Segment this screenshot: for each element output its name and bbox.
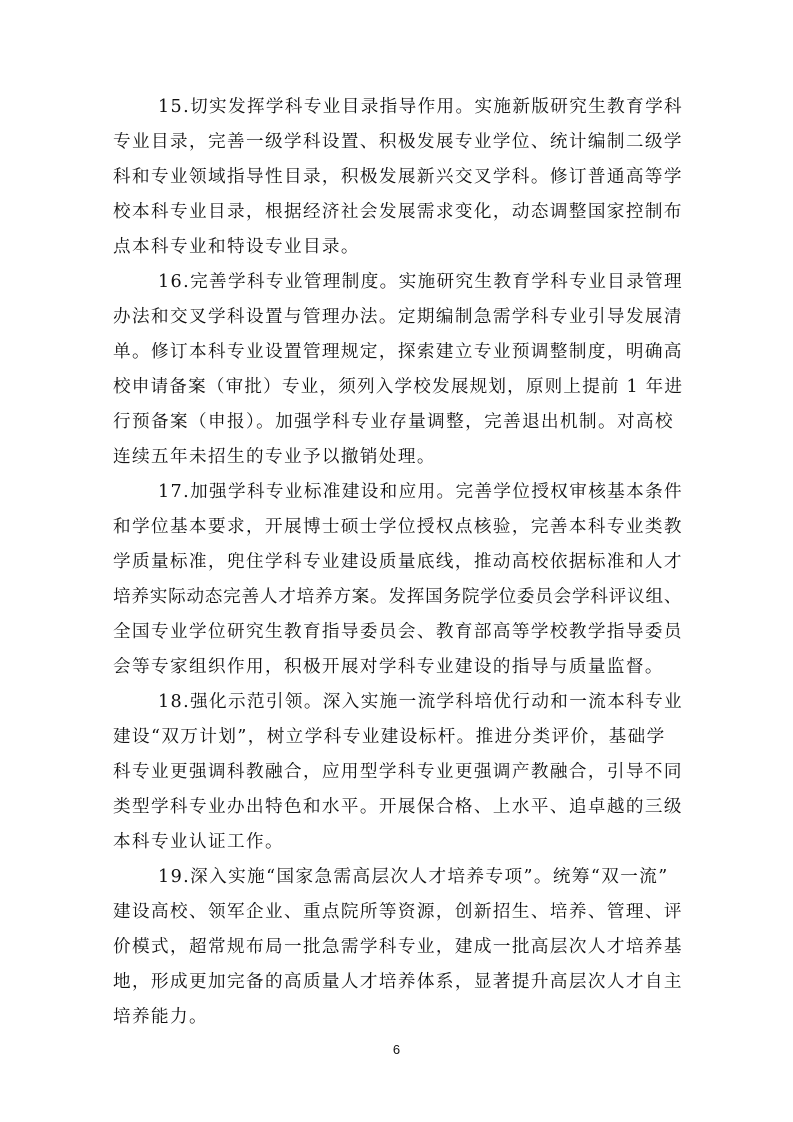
- paragraph-19-line-3: 价模式，超常规布局一批急需学科专业，建成一批高层次人才培养基: [113, 937, 683, 957]
- paragraph-17-line-4: 培养实际动态完善人才培养方案。发挥国务院学位委员会学科评议组、: [113, 587, 683, 607]
- paragraph-19-line-1: 19.深入实施“国家急需高层次人才培养专项”。统筹“双一流”: [158, 867, 669, 887]
- paragraph-18-line-5: 本科专业认证工作。: [113, 832, 284, 852]
- paragraph-17-line-5: 全国专业学位研究生教育指导委员会、教育部高等学校教学指导委员: [113, 622, 683, 642]
- paragraph-17-line-1: 17.加强学科专业标准建设和应用。完善学位授权审核基本条件: [158, 482, 683, 502]
- paragraph-15-line-1: 15.切实发挥学科专业目录指导作用。实施新版研究生教育学科: [158, 97, 683, 117]
- paragraph-18-line-4: 类型学科专业办出特色和水平。开展保合格、上水平、追卓越的三级: [113, 797, 683, 817]
- paragraph-15-line-3: 科和专业领域指导性目录，积极发展新兴交叉学科。修订普通高等学: [113, 167, 683, 187]
- paragraph-17-line-3: 学质量标准，兜住学科专业建设质量底线，推动高校依据标准和人才: [113, 552, 683, 572]
- page-number: 6: [392, 1042, 401, 1057]
- paragraph-18-line-3: 科专业更强调科教融合，应用型学科专业更强调产教融合，引导不同: [113, 762, 683, 782]
- paragraph-19-line-4: 地，形成更加完备的高质量人才培养体系，显著提升高层次人才自主: [113, 972, 683, 992]
- paragraph-18-line-2: 建设“双万计划”，树立学科专业建设标杆。推进分类评价，基础学: [113, 727, 666, 747]
- paragraph-16-line-5: 行预备案（申报）。加强学科专业存量调整，完善退出机制。对高校: [113, 412, 675, 432]
- paragraph-16-line-1: 16.完善学科专业管理制度。实施研究生教育学科专业目录管理: [158, 272, 683, 292]
- paragraph-16-line-4: 校申请备案（审批）专业，须列入学校发展规划，原则上提前 1 年进: [113, 377, 684, 397]
- paragraph-19-line-5: 培养能力。: [113, 1007, 208, 1027]
- paragraph-17-line-6: 会等专家组织作用，积极开展对学科专业建设的指导与质量监督。: [113, 657, 664, 677]
- paragraph-17-line-2: 和学位基本要求，开展博士硕士学位授权点核验，完善本科专业类教: [113, 517, 683, 537]
- paragraph-15-line-4: 校本科专业目录，根据经济社会发展需求变化，动态调整国家控制布: [113, 202, 683, 222]
- paragraph-16-line-2: 办法和交叉学科设置与管理办法。定期编制急需学科专业引导发展清: [113, 307, 683, 327]
- paragraph-15-line-2: 专业目录，完善一级学科设置、积极发展专业学位、统计编制二级学: [113, 132, 683, 152]
- paragraph-16-line-3: 单。修订本科专业设置管理规定，探索建立专业预调整制度，明确高: [113, 342, 683, 362]
- paragraph-18-line-1: 18.强化示范引领。深入实施一流学科培优行动和一流本科专业: [158, 692, 683, 712]
- paragraph-19-line-2: 建设高校、领军企业、重点院所等资源，创新招生、培养、管理、评: [113, 902, 683, 922]
- paragraph-16-line-6: 连续五年未招生的专业予以撤销处理。: [113, 447, 436, 467]
- paragraph-15-line-5: 点本科专业和特设专业目录。: [113, 237, 360, 257]
